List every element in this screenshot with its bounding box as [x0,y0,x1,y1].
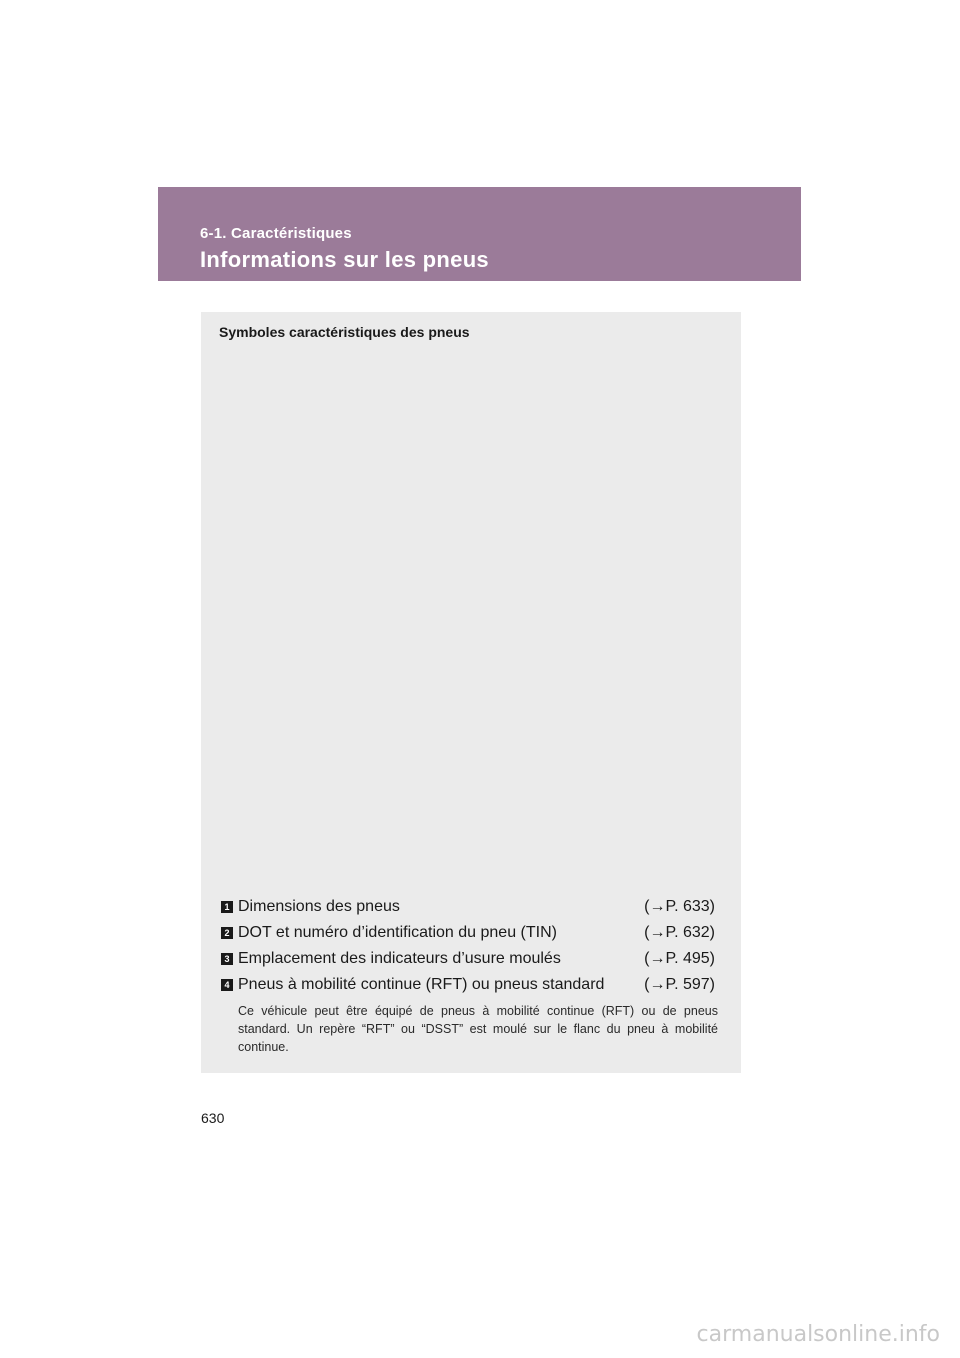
box-heading: Symboles caractéristiques des pneus [219,324,470,340]
number-1-icon: 1 [221,901,233,913]
item-label: DOT et numéro d’identification du pneu (TIN) [238,924,557,941]
item-label: Emplacement des indicateurs d’usure moulés [238,950,561,967]
item-label: Pneus à mobilité continue (RFT) ou pneus standard [238,976,605,993]
tire-figure-area [219,352,723,882]
page-number: 630 [201,1110,225,1126]
watermark: carmanualsonline.info [696,1322,940,1347]
page-title: Informations sur les pneus [200,247,489,272]
section-label: 6-1. Caractéristiques [200,225,352,242]
item-label: Dimensions des pneus [238,898,400,915]
list-item [221,948,715,974]
list-item [221,896,715,922]
rft-note: Ce véhicule peut être équipé de pneus à mobilité continue (RFT) ou de pneus standard. Un repère “RFT” ou “DSST” est moulé sur le flanc du pneu à mobilité continue. [238,1004,718,1054]
number-2-icon: 2 [221,927,233,939]
list-item [221,922,715,948]
page-reference-link[interactable]: (→P. 495) [644,950,715,967]
page-reference-link[interactable]: (→P. 597) [644,976,715,993]
list-item [221,974,715,1000]
page-reference-link[interactable]: (→P. 632) [644,924,715,941]
page-reference-link[interactable]: (→P. 633) [644,898,715,915]
number-4-icon: 4 [221,979,233,991]
header-band [158,187,801,281]
tire-symbols-box [201,312,741,1073]
number-3-icon: 3 [221,953,233,965]
symbol-list [221,896,715,1000]
